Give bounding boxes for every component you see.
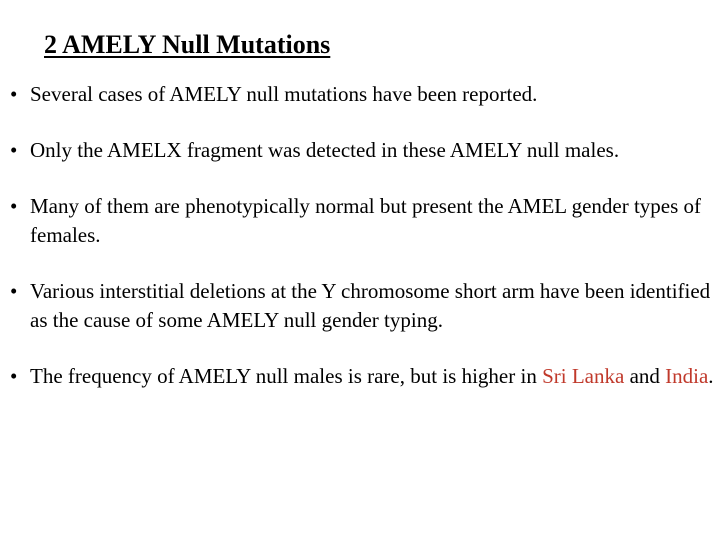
highlight-india: India [665, 364, 709, 388]
bullet-text: Various interstitial deletions at the Y chromosome short arm have been identified as the cause of some AMELY null gender typing. [30, 279, 711, 332]
bullet-text [30, 364, 714, 388]
bullet-text: Only the AMELX fragment was detected in these AMELY null males. [30, 138, 620, 162]
bullet-item [8, 136, 716, 165]
bullet-text-part: and [624, 364, 666, 388]
bullet-item [8, 192, 716, 250]
bullet-text-part: The frequency of AMELY null males is rare, but is higher in [30, 364, 543, 388]
bullet-dot-icon: • [10, 364, 18, 388]
bullet-text: Several cases of AMELY null mutations have been reported. [30, 82, 538, 106]
bullet-item [8, 80, 716, 109]
bullet-item [8, 362, 716, 391]
bullet-list [8, 80, 716, 415]
bullet-text-part: . [708, 364, 714, 388]
bullet-text: Many of them are phenotypically normal but present the AMEL gender types of females. [30, 194, 702, 247]
highlight-sri-lanka: Sri Lanka [542, 364, 625, 388]
bullet-dot-icon: • [10, 82, 18, 106]
bullet-dot-icon: • [10, 194, 18, 218]
bullet-item [8, 277, 716, 335]
slide-title: 2 AMELY Null Mutations [44, 30, 331, 59]
bullet-dot-icon: • [10, 138, 18, 162]
bullet-dot-icon: • [10, 279, 18, 303]
